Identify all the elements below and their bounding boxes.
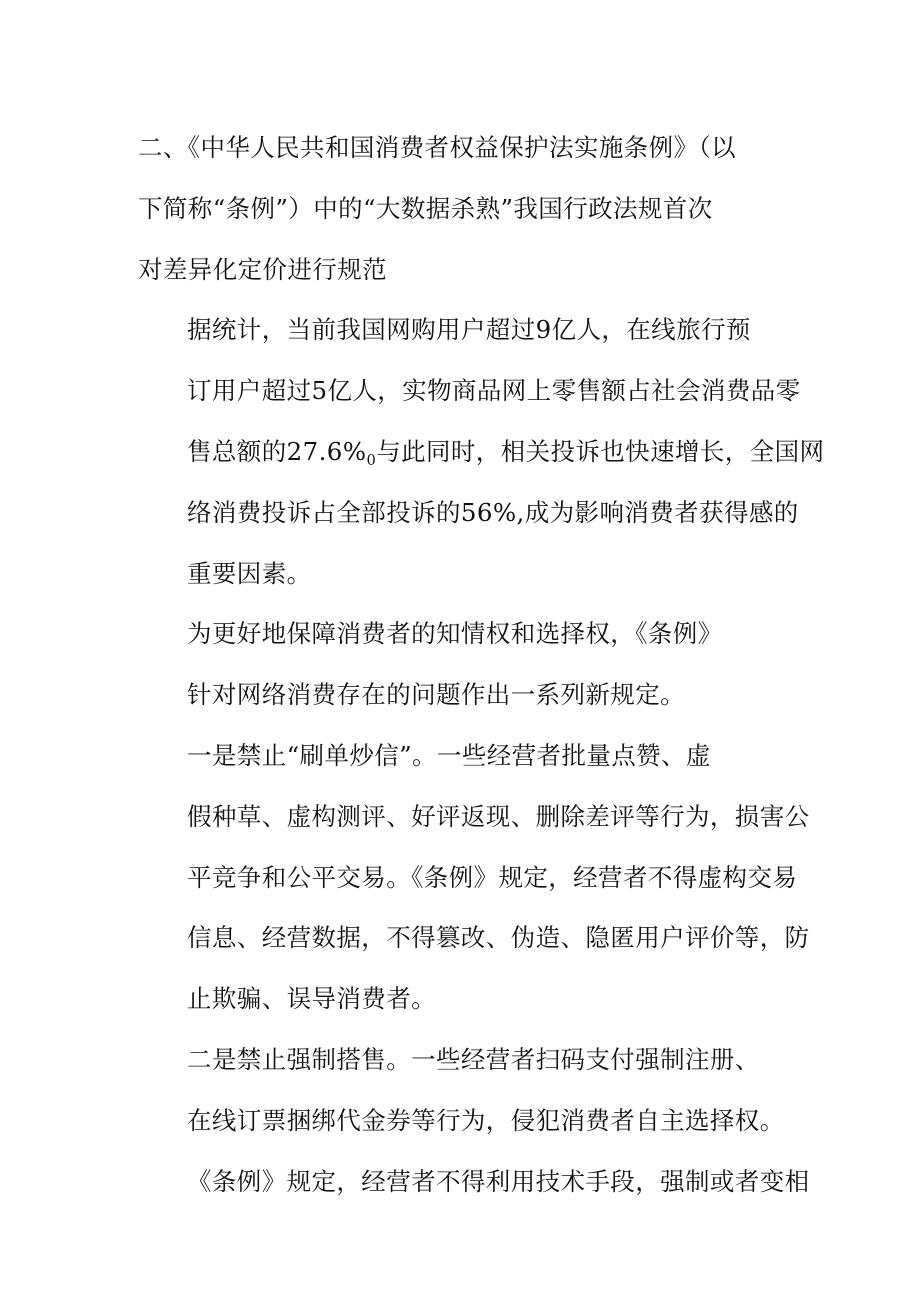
heading-line: 下简称“条例”）中的“大数据杀熟”我国行政法规首次 bbox=[138, 193, 713, 223]
paragraph-line: 订用户超过5亿人，实物商品网上零售额占社会消费品零 bbox=[187, 376, 801, 406]
paragraph-text: 与此同时，相关投诉也快速增长，全国网 bbox=[376, 436, 825, 466]
paragraph-statistics bbox=[138, 300, 825, 604]
paragraph-rule-two bbox=[138, 1030, 810, 1212]
paragraph-text: 售总额的27.6% bbox=[187, 436, 367, 466]
document-body bbox=[138, 118, 825, 1212]
paragraph-line: 为更好地保障消费者的知情权和选择权，《条例》 bbox=[187, 619, 723, 649]
paragraph-line: 重要因素。 bbox=[187, 558, 312, 588]
subscript-mark: 0 bbox=[366, 452, 377, 470]
paragraph-line: 《条例》规定，经营者不得利用技术手段，强制或者变相 bbox=[187, 1166, 810, 1196]
paragraph-line: 平竞争和公平交易。《条例》规定，经营者不得虚构交易 bbox=[187, 862, 798, 892]
heading-line: 二、《中华人民共和国消费者权益保护法实施条例》（以 bbox=[138, 133, 736, 162]
paragraph-line: 假种草、虚构测评、好评返现、删除差评等行为，损害公 bbox=[187, 801, 810, 831]
paragraph-line: 络消费投诉占全部投诉的56%,成为影响消费者获得感的 bbox=[187, 497, 799, 527]
section-heading bbox=[138, 118, 788, 300]
paragraph-line: 止欺骗、误导消费者。 bbox=[187, 984, 436, 1014]
paragraph-line bbox=[138, 422, 825, 483]
paragraph-line: 信息、经营数据，不得篡改、伪造、隐匿用户评价等，防 bbox=[187, 923, 810, 953]
paragraph-line: 一是禁止“刷单炒信”。一些经营者批量点赞、虚 bbox=[187, 740, 711, 770]
paragraph-line: 针对网络消费存在的问题作出一系列新规定。 bbox=[187, 680, 685, 710]
paragraph-rule-one bbox=[138, 726, 810, 1030]
paragraph-line: 二是禁止强制搭售。一些经营者扫码支付强制注册、 bbox=[187, 1044, 760, 1074]
paragraph-line: 在线订票捆绑代金券等行为，侵犯消费者自主选择权。 bbox=[187, 1105, 785, 1135]
paragraph-regulation-intro bbox=[138, 604, 788, 726]
paragraph-line: 据统计，当前我国网购用户超过9亿人，在线旅行预 bbox=[187, 315, 751, 345]
heading-line: 对差异化定价进行规范 bbox=[138, 254, 387, 284]
